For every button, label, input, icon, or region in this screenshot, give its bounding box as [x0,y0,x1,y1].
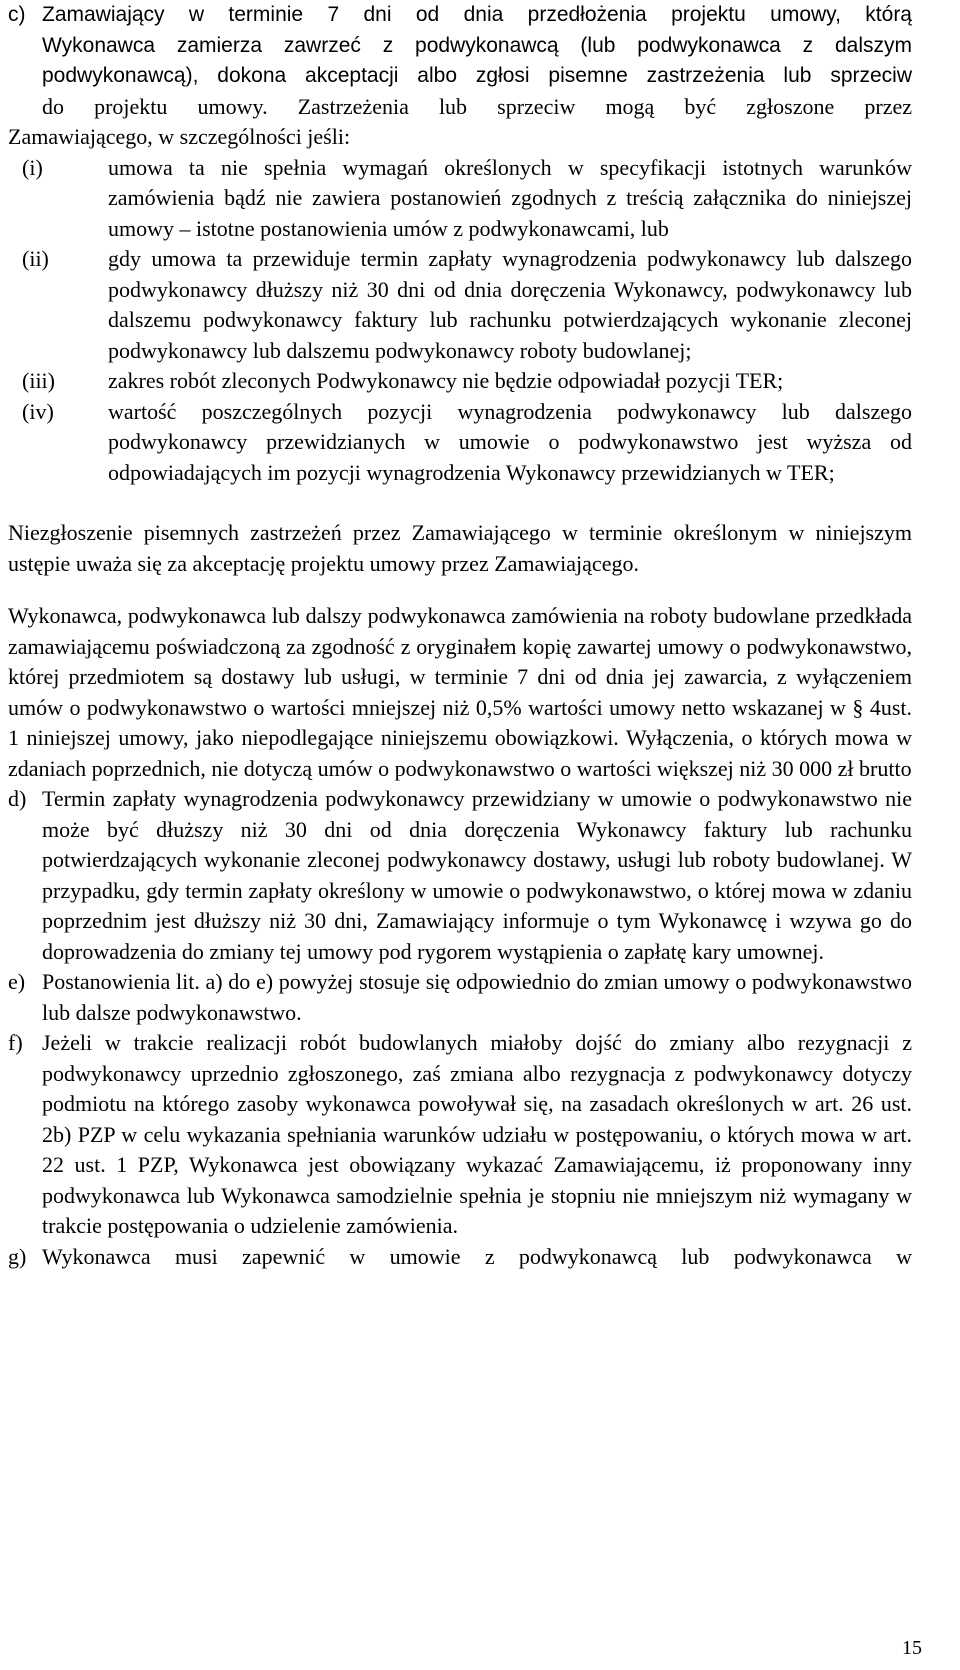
list-marker: d) [8,786,27,811]
list-item-text: Jeżeli w trakcie realizacji robót budowlanych miałoby dojść do zmiany albo rezygnacji z podwykonawcy uprzednio zgłoszonego, zaś zmiana albo rezygnacja z podwykonawcy dotyczy podmiotu na którego zasoby wykonawca powoływał się, na zasadach określonych w art. 26 ust. 2b) PZP w celu wykazania spełniania warunków udziału w postępowaniu, o których mowa w art. 22 ust. 1 PZP, Wykonawca jest obowiązany wykazać Zamawiającemu, iż proponowany inny podwykonawca lub Wykonawca samodzielnie spełnia je stopniu nie mniejszym niż wymagany w trakcie postępowania o udzielenie zamówienia. [42,1030,912,1238]
sub-item-text: wartość poszczególnych pozycji wynagrodzenia podwykonawcy lub dalszego podwykonawcy przewidzianych w umowie o podwykonawstwo jest wyższa od odpowiadających im pozycji wynagrodzenia Wykonawcy przewidzianych w TER; [108,398,912,485]
list-item-e [8,967,912,1028]
sub-item-text: zakres robót zleconych Podwykonawcy nie będzie odpowiadał pozycji TER; [108,368,784,393]
text-line: Zamawiającego, w szczególności jeśli: [8,124,351,149]
sub-item-ii [8,244,912,366]
list-item-text: Postanowienia lit. a) do e) powyżej stosuje się odpowiednio do zmian umowy o podwykonawstwo lub dalsze podwykonawstwo. [42,969,912,1025]
list-item-c [8,0,912,122]
spacer [8,488,912,518]
list-item-text [42,0,912,122]
sub-marker: (i) [22,154,43,180]
sub-item-text: umowa ta nie spełnia wymagań określonych w specyfikacji istotnych warunków zamówienia bądź nie zawiera postanowień zgodnych z treścią załącznika do niniejszej umowy – istotne postanowienia umów z podwykonawcami, lub [108,154,912,241]
sub-item-i [8,153,912,245]
text-line: podwykonawcą), dokona akceptacji albo zgłosi pisemne zastrzeżenia lub sprzeciw [42,64,912,87]
sub-marker: (ii) [22,246,49,271]
list-marker: f) [8,1030,23,1055]
list-marker: g) [8,1243,27,1269]
list-marker: c) [8,3,26,26]
sub-item-text: gdy umowa ta przewiduje termin zapłaty wynagrodzenia podwykonawcy lub dalszego podwykonawcy dłuższy niż 30 dni od dnia doręczenia Wykonawcy, podwykonawcy lub dalszemu podwykonawcy faktury lub rachunku potwierdzających wykonanie zleconej podwykonawcy lub dalszemu podwykonawcy roboty budowlanej; [108,246,912,363]
list-item-g [8,1242,912,1273]
document-page [8,0,912,1272]
paragraph-contractor: Wykonawca, podwykonawca lub dalszy podwykonawca zamówienia na roboty budowlane przedkłada zamawiającemu poświadczoną za zgodność z oryginałem kopię zawartej umowy o podwykonawstwo, której przedmiotem są dostawy lub usługi, w terminie 7 dni od dnia jej zawarcia, z wyłączeniem umów o podwykonawstwo o wartości mniejszej niż 0,5% wartości umowy netto wskazanej w § 4ust. 1 niniejszej umowy, jako niepodlegające niniejszemu obowiązkowi. Wyłączenia, o których mowa w zdaniach poprzednich, nie dotyczą umów o podwykonawstwo o wartości większej niż 30 000 zł brutto [8,603,912,781]
list-marker: e) [8,969,26,994]
sub-item-iii [8,366,912,397]
list-item-d [8,784,912,967]
paragraph-objection: Niezgłoszenie pisemnych zastrzeżeń przez Zamawiającego w terminie określonym w niniejszym ustępie uważa się za akceptację projektu umowy przez Zamawiającego. [8,520,912,576]
list-item-text: Wykonawca musi zapewnić w umowie z podwykonawcą lub podwykonawca w [42,1243,912,1269]
page-number: 15 [902,1637,922,1659]
sub-marker: (iii) [22,368,55,393]
spacer [8,579,912,601]
list-item-f [8,1028,912,1242]
text-line: Zamawiający w terminie 7 dni od dnia przedłożenia projektu umowy, którą [42,3,912,26]
sub-marker: (iv) [22,398,54,424]
text-line: do projektu umowy. Zastrzeżenia lub sprzeciw mogą być zgłoszone przez [42,93,912,119]
list-item-text: Termin zapłaty wynagrodzenia podwykonawcy przewidziany w umowie o podwykonawstwo nie może być dłuższy niż 30 dni od dnia doręczenia Wykonawcy faktury lub rachunku potwierdzających wykonanie zleconej podwykonawcy dostawy, usługi lub roboty budowlanej. W przypadku, gdy termin zapłaty określony w umowie o podwykonawstwo, o której mowa w zdaniu poprzednim jest dłuższy niż 30 dni, Zamawiający informuje o tym Wykonawcę i wzywa go do doprowadzenia do zmiany tej umowy pod rygorem wystąpienia o zapłatę kary umownej. [42,786,912,964]
text-line: Wykonawca zamierza zawrzeć z podwykonawcą (lub podwykonawca z dalszym [42,33,912,57]
sub-item-iv [8,397,912,489]
